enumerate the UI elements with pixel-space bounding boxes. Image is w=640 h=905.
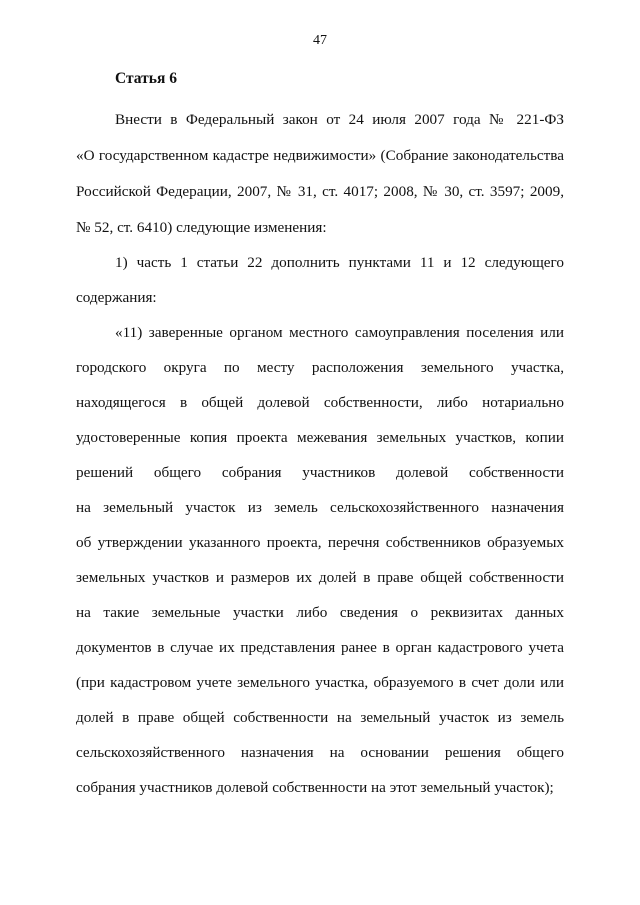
paragraph-line: удостоверенные копия проекта межевания земельных участков, копии [76, 429, 564, 446]
paragraph-line: долей в праве общей собственности на земельный участок из земель [76, 709, 564, 726]
paragraph-line: документов в случае их представления ранее в орган кадастрового учета [76, 639, 564, 656]
paragraph-line: на земельный участок из земель сельскохозяйственного назначения [76, 499, 564, 516]
paragraph-line: Внести в Федеральный закон от 24 июля 2007 года № 221-ФЗ [115, 111, 564, 128]
paragraph-line: собрания участников долевой собственности на этот земельный участок); [76, 779, 554, 796]
paragraph-line: об утверждении указанного проекта, перечня собственников образуемых [76, 534, 564, 551]
paragraph-line: «11) заверенные органом местного самоуправления поселения или [115, 324, 564, 341]
paragraph-line: находящегося в общей долевой собственности, либо нотариально [76, 394, 564, 411]
paragraph-line: (при кадастровом учете земельного участка, образуемого в счет доли или [76, 674, 564, 691]
paragraph-line: содержания: [76, 289, 157, 306]
article-title: Статья 6 [115, 70, 177, 87]
paragraph-line: сельскохозяйственного назначения на основании решения общего [76, 744, 564, 761]
paragraph-line: на такие земельные участки либо сведения о реквизитах данных [76, 604, 564, 621]
paragraph-line: № 52, ст. 6410) следующие изменения: [76, 219, 327, 236]
paragraph-line: решений общего собрания участников долевой собственности [76, 464, 564, 481]
paragraph-line: Российской Федерации, 2007, № 31, ст. 4017; 2008, № 30, ст. 3597; 2009, [76, 183, 564, 200]
paragraph-line: «О государственном кадастре недвижимости» (Собрание законодательства [76, 147, 564, 164]
paragraph-line: городского округа по месту расположения земельного участка, [76, 359, 564, 376]
paragraph-line: 1) часть 1 статьи 22 дополнить пунктами 11 и 12 следующего [115, 254, 564, 271]
paragraph-line: земельных участков и размеров их долей в праве общей собственности [76, 569, 564, 586]
page-number: 47 [313, 33, 327, 48]
